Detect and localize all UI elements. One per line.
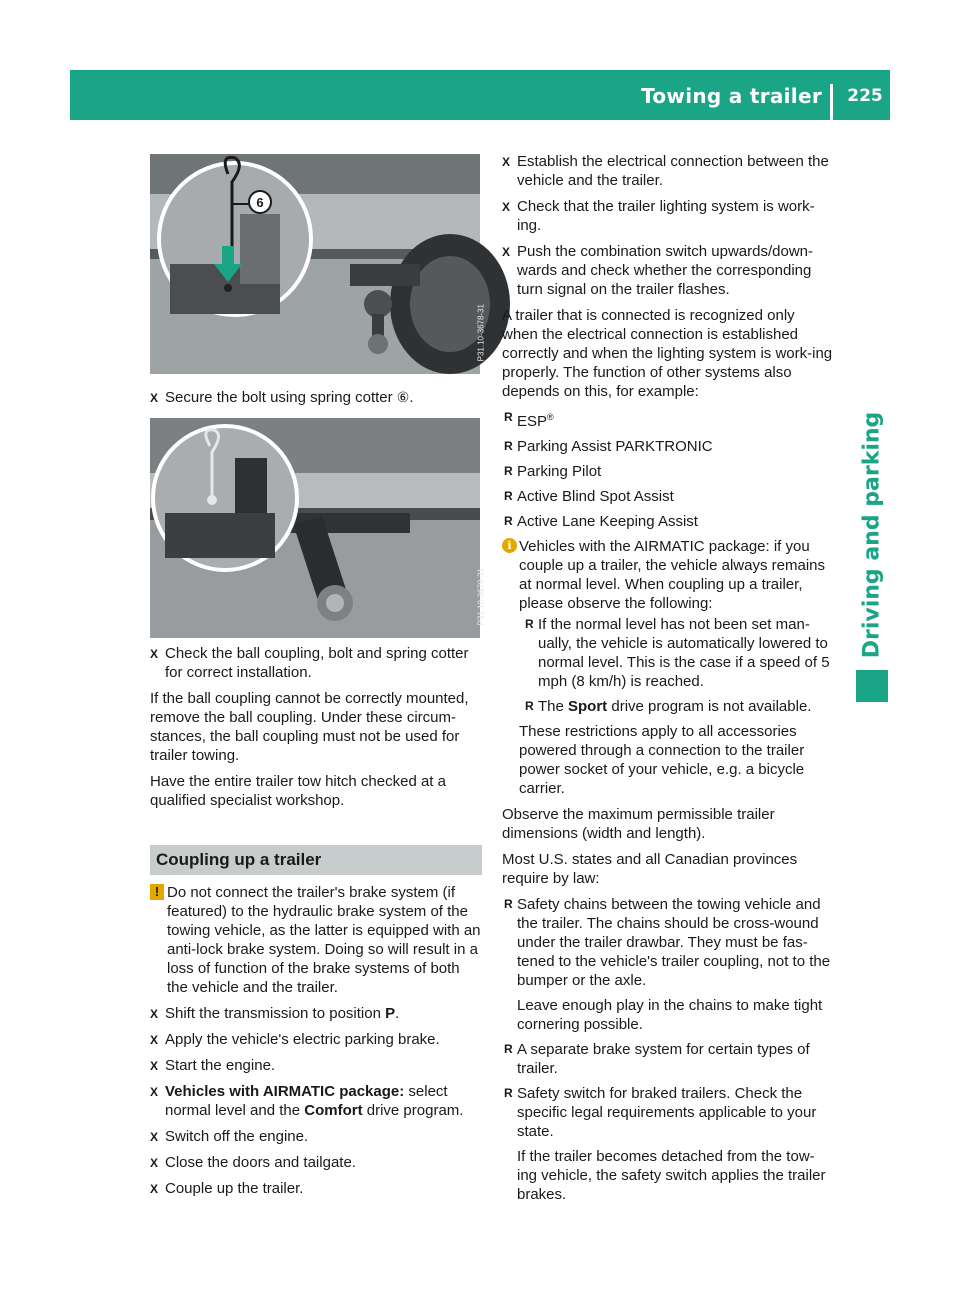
warning-note: ! Do not connect the trailer's brake system (if featured) to the hydraulic brake system of the towing vehicle, as the latter is equipped with an anti-lock brake system. Doing so will result in a loss of function of the brake systems of both the vehicle and the trailer. xyxy=(150,883,482,997)
list-item: R A separate brake system for certain types of trailer. xyxy=(504,1041,810,1077)
bullet-icon: R xyxy=(504,897,513,911)
list-item: R Parking Pilot xyxy=(504,463,602,480)
arrow-marker-icon: X xyxy=(150,1059,159,1073)
instruction-step: X Close the doors and tailgate. xyxy=(150,1154,356,1171)
arrow-marker-icon: X xyxy=(150,1007,159,1021)
figure-code: P31.10-3678-31 xyxy=(476,304,485,362)
instruction-step: X Check that the trailer lighting system is work-ing. xyxy=(502,198,815,234)
figure-code: P31.10-3679-31 xyxy=(476,568,485,626)
bullet-icon: R xyxy=(504,439,513,453)
arrow-marker-icon: X xyxy=(502,200,511,214)
list-item: R Parking Assist PARKTRONIC xyxy=(504,438,713,455)
figure-ball-coupling xyxy=(150,418,485,638)
paragraph: Observe the maximum permissible trailer dimensions (width and length). xyxy=(502,806,775,842)
figure-hitch-bolt xyxy=(150,154,485,374)
list-item: R If the normal level has not been set man-ually, the vehicle is automatically lowered to normal level. This is the case if a speed of 5 mph (8 km/h) is reached. xyxy=(525,616,830,690)
instruction-step: X Couple up the trailer. xyxy=(150,1180,304,1197)
list-item: R ESP® xyxy=(504,410,554,430)
info-note: i Vehicles with the AIRMATIC package: if you couple up a trailer, the vehicle always remains at normal level. When coupling up a trailer, please observe the following: R If the normal level has not been set man-ually, the vehicle is automatically lowered to normal level. This is the case if a speed of 5 mph (8 km/h) is reached. R The Sport drive program is not available. These restrictions apply to all accessories powered through a connection to the trailer power socket of your vehicle, e.g. a bicycle carrier. xyxy=(502,537,834,798)
instruction-step: X Push the combination switch upwards/down-wards and check whether the corresponding turn signal on the trailer flashes. xyxy=(502,243,813,298)
bullet-icon: R xyxy=(525,617,534,631)
list-item: R Safety switch for braked trailers. Check the specific legal requirements applicable to your state. If the trailer becomes detached from the tow-ing vehicle, the safety switch applies the trailer brakes. xyxy=(504,1085,826,1203)
section-title: Towing a trailer xyxy=(641,84,822,108)
note-paragraph: These restrictions apply to all accessories powered through a connection to the trailer power socket of your vehicle, e.g. a bicycle carrier. xyxy=(519,723,805,797)
list-item: R Active Blind Spot Assist xyxy=(504,488,674,505)
arrow-marker-icon: X xyxy=(150,391,159,405)
arrow-marker-icon: X xyxy=(502,155,511,169)
bullet-icon: R xyxy=(504,464,513,478)
list-item: R The Sport drive program is not available. xyxy=(525,698,812,715)
instruction-step: X Shift the transmission to position P. xyxy=(150,1005,400,1022)
page-number: 225 xyxy=(847,86,883,106)
arrow-marker-icon: X xyxy=(150,1085,159,1099)
paragraph: A trailer that is connected is recognized only when the electrical connection is established correctly and when the lighting system is work-ing properly. The function of other systems also depends on this, for example: xyxy=(502,307,833,400)
instruction-step: X Apply the vehicle's electric parking brake. xyxy=(150,1031,440,1048)
svg-text:6: 6 xyxy=(256,195,264,210)
paragraph: If the ball coupling cannot be correctly mounted, remove the ball coupling. Under these circum-stances, the ball coupling must not be used for trailer towing. xyxy=(150,690,469,764)
instruction-step: X Establish the electrical connection between the vehicle and the trailer. xyxy=(502,153,829,189)
arrow-marker-icon: X xyxy=(502,245,511,259)
page-header xyxy=(70,70,890,120)
bullet-icon: R xyxy=(504,489,513,503)
instruction-step: X Check the ball coupling, bolt and spring cotter for correct installation. xyxy=(150,645,469,681)
instruction-step: X Secure the bolt using spring cotter ⑥. xyxy=(150,389,414,406)
side-tab-marker xyxy=(856,670,888,702)
side-tab-label: Driving and parking xyxy=(859,411,885,659)
bullet-icon: R xyxy=(525,699,534,713)
arrow-marker-icon: X xyxy=(150,647,159,661)
arrow-marker-icon: X xyxy=(150,1033,159,1047)
instruction-step: X Switch off the engine. xyxy=(150,1128,309,1145)
section-heading: Coupling up a trailer xyxy=(150,845,482,875)
arrow-marker-icon: X xyxy=(150,1182,159,1196)
paragraph: Most U.S. states and all Canadian provinces require by law: xyxy=(502,851,798,887)
left-caption-1 xyxy=(150,388,480,414)
instruction-step: X Vehicles with AIRMATIC package: select normal level and the Comfort drive program. xyxy=(150,1083,464,1119)
instruction-step: X Start the engine. xyxy=(150,1057,276,1074)
list-item: R Safety chains between the towing vehicle and the trailer. The chains should be cross-wound under the trailer drawbar. They must be fas-tened to the vehicle's trailer coupling, not to the bumper or the axle. Leave enough play in the chains to make tight cornering possible. xyxy=(504,896,831,1033)
header-separator xyxy=(830,84,833,120)
bullet-icon: R xyxy=(504,1086,513,1100)
bullet-icon: R xyxy=(504,410,513,424)
arrow-marker-icon: X xyxy=(150,1130,159,1144)
left-column xyxy=(150,644,482,1205)
arrow-marker-icon: X xyxy=(150,1156,159,1170)
list-item: R Active Lane Keeping Assist xyxy=(504,513,698,530)
warning-icon: ! xyxy=(150,884,164,900)
info-icon: i xyxy=(502,538,517,553)
paragraph: Have the entire trailer tow hitch checked at a qualified specialist workshop. xyxy=(150,773,446,809)
right-column xyxy=(502,152,834,1210)
bullet-icon: R xyxy=(504,1042,513,1056)
bullet-icon: R xyxy=(504,514,513,528)
